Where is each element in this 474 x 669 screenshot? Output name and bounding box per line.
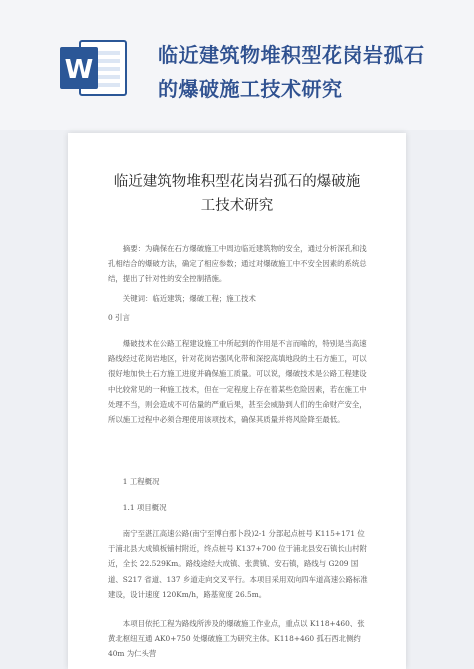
page-title-line-2: 的爆破施工技术研究 <box>158 77 343 101</box>
keywords-text: 关键词：临近建筑；爆破工程；施工技术 <box>122 294 256 303</box>
document-title-line-2: 工技术研究 <box>200 198 274 214</box>
page-title <box>158 38 458 106</box>
document-title <box>68 170 406 218</box>
word-document-icon <box>58 37 130 99</box>
keywords <box>108 291 370 306</box>
page-title-line-1: 临近建筑物堆积型花岗岩孤石 <box>158 43 425 67</box>
section-heading-1-1: 1.1 项目概况 <box>122 503 167 512</box>
section-heading-1: 1 工程概况 <box>122 477 160 486</box>
document-page <box>68 133 406 669</box>
section-heading-intro: 0 引言 <box>108 313 130 322</box>
project-paragraph: 南宁至湛江高速公路(南宁至博白那卜段)2-1 分部起点桩号 K115+171 位于浦北县大成镇板铺村附近，终点桩号 K137+700 位于浦北县安石镇长山村附近，全长 22.529Km。路线途经大成镇、张黄镇、安石镇，路线与 G209 国道、S217 省道、137 乡道走向交叉平行。本项目采用双向四车道高速公路标准建设，设计速度 120Km/h，路基宽度 26.5m。 <box>108 529 368 599</box>
abstract <box>108 241 370 287</box>
site-paragraph: 本项目依托工程为路线所涉及的爆破施工作业点，重点以 K118+460、张黄北枢纽互通 AK0+750 处爆破施工为研究主体。K118+460 孤石西北侧约 40m 为仁头营 <box>108 619 365 659</box>
header <box>0 0 474 130</box>
intro-paragraph: 爆破技术在公路工程建设施工中所起到的作用是不言而喻的，特别是当高速路线经过花岗岩地区，针对花岗岩强风化带和深挖高填地段的土石方施工，可以很好地加快土石方施工进度并确保施工质量。可以说，爆破技术是公路工程建设中比较常见的一种施工技术，但在一定程度上存在着某些危险因素，若在施工中处理不当，则会造成不可估量的严重后果，甚至会威胁到人们的生命财产安全，所以施工过程中必须合理使用该项技术，确保其质量并将风险降至最低。 <box>108 339 367 425</box>
document-title-line-1: 临近建筑物堆积型花岗岩孤石的爆破施 <box>113 174 361 190</box>
word-icon-letter: W <box>64 55 94 85</box>
abstract-text: 摘要：为确保在石方爆破施工中周边临近建筑物的安全，通过分析深孔和浅孔相结合的爆破方法，确定了相应参数；通过对爆破施工中不安全因素的系统总结，提出了针对性的安全控制措施。 <box>108 244 367 284</box>
